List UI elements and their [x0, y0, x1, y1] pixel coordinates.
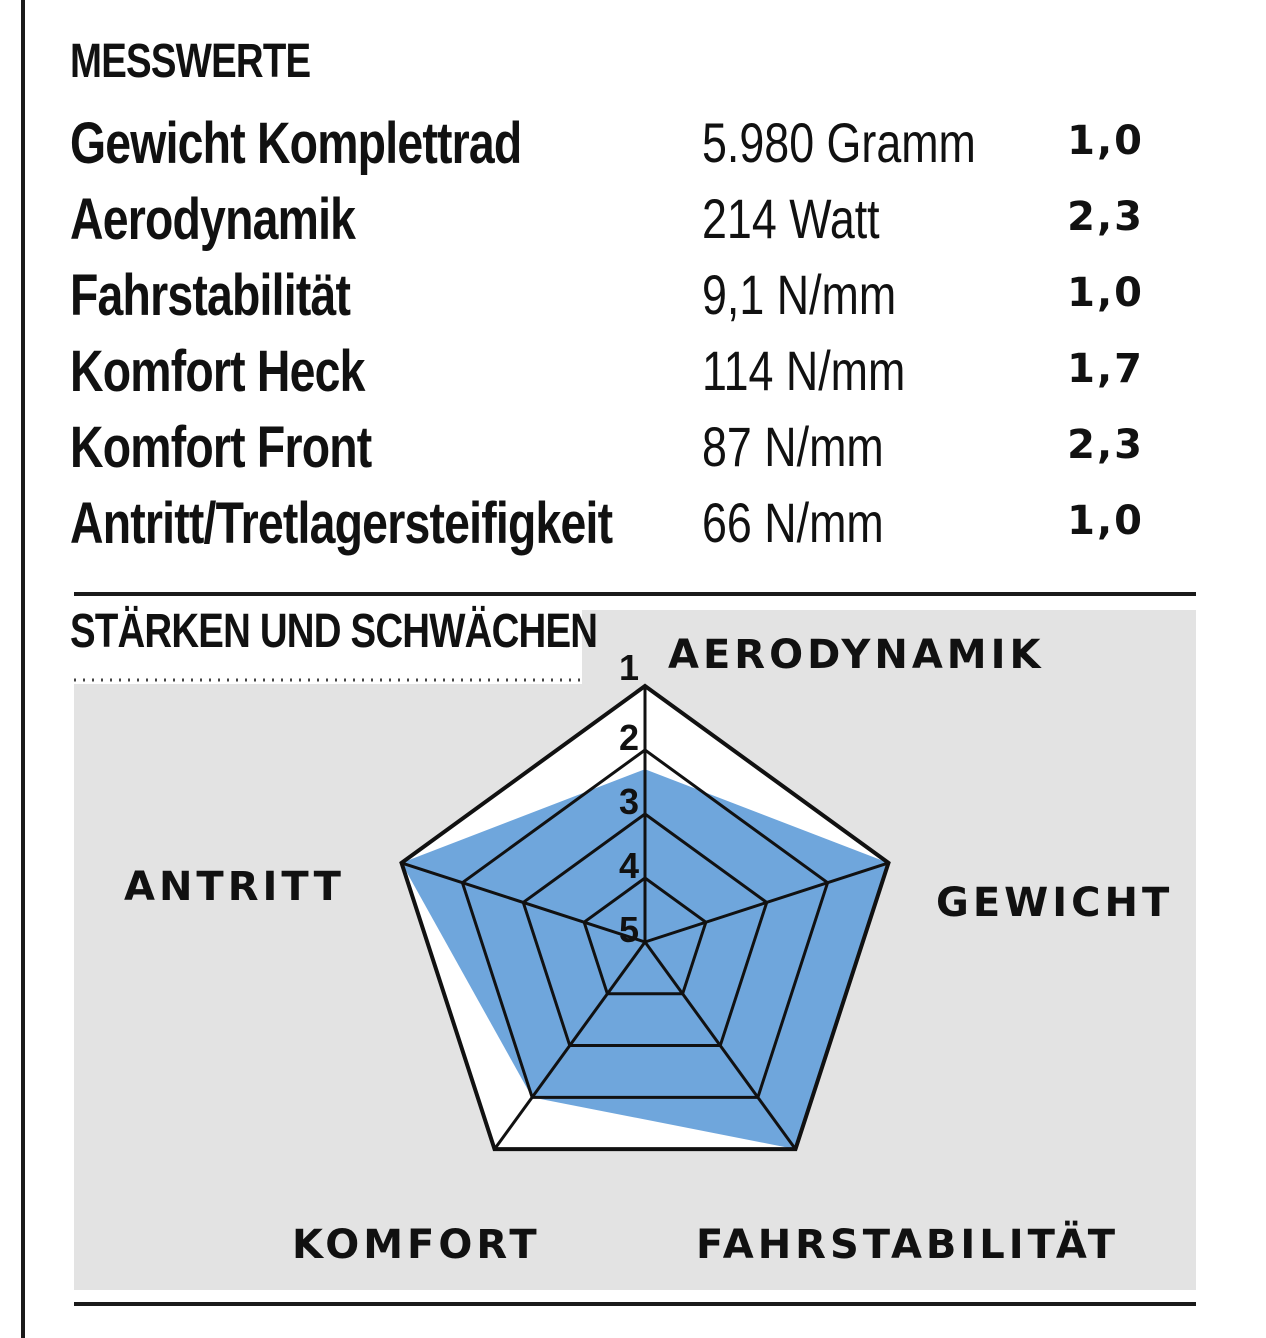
measurement-label: Komfort Heck: [70, 339, 365, 404]
radar-tick-label: 1: [618, 647, 639, 688]
measurement-label: Antritt/Tretlagersteifigkeit: [70, 491, 613, 556]
measurement-value: 66 N/mm: [702, 491, 884, 554]
measurement-value: 87 N/mm: [702, 415, 884, 478]
radar-tick-label: 4: [618, 845, 639, 886]
measurement-value: 9,1 N/mm: [702, 263, 897, 326]
measurement-grade: 1,0: [1067, 270, 1144, 316]
radar-tick-label: 2: [618, 717, 639, 758]
measurement-grade: 1,0: [1067, 118, 1144, 164]
measurement-value: 5.980 Gramm: [702, 111, 976, 174]
measurement-label: Fahrstabilität: [70, 263, 351, 328]
radar-axis-label: KOMFORT: [292, 1222, 541, 1268]
measurement-label: Gewicht Komplettrad: [70, 111, 522, 176]
measurement-value: 114 N/mm: [702, 339, 906, 402]
radar-axis-label: AERODYNAMIK: [668, 632, 1045, 678]
divider-bottom: [74, 1302, 1196, 1306]
measurement-grade: 1,7: [1067, 346, 1144, 392]
radar-tick-label: 5: [618, 909, 639, 950]
measurement-grade: 1,0: [1067, 498, 1144, 544]
radar-axis-label: ANTRITT: [124, 864, 345, 910]
radar-axis-label: GEWICHT: [936, 880, 1174, 926]
measurement-label: Komfort Front: [70, 415, 372, 480]
measurement-value: 214 Watt: [702, 187, 880, 250]
measurements-title: MESSWERTE: [70, 35, 311, 88]
radar-tick-label: 3: [618, 781, 639, 822]
measurement-grade: 2,3: [1067, 194, 1144, 240]
radar-axis-label: FAHRSTABILITÄT: [696, 1222, 1119, 1268]
measurement-label: Aerodynamik: [70, 187, 356, 252]
measurement-grade: 2,3: [1067, 422, 1144, 468]
chart-title: STÄRKEN UND SCHWÄCHEN: [70, 605, 598, 658]
